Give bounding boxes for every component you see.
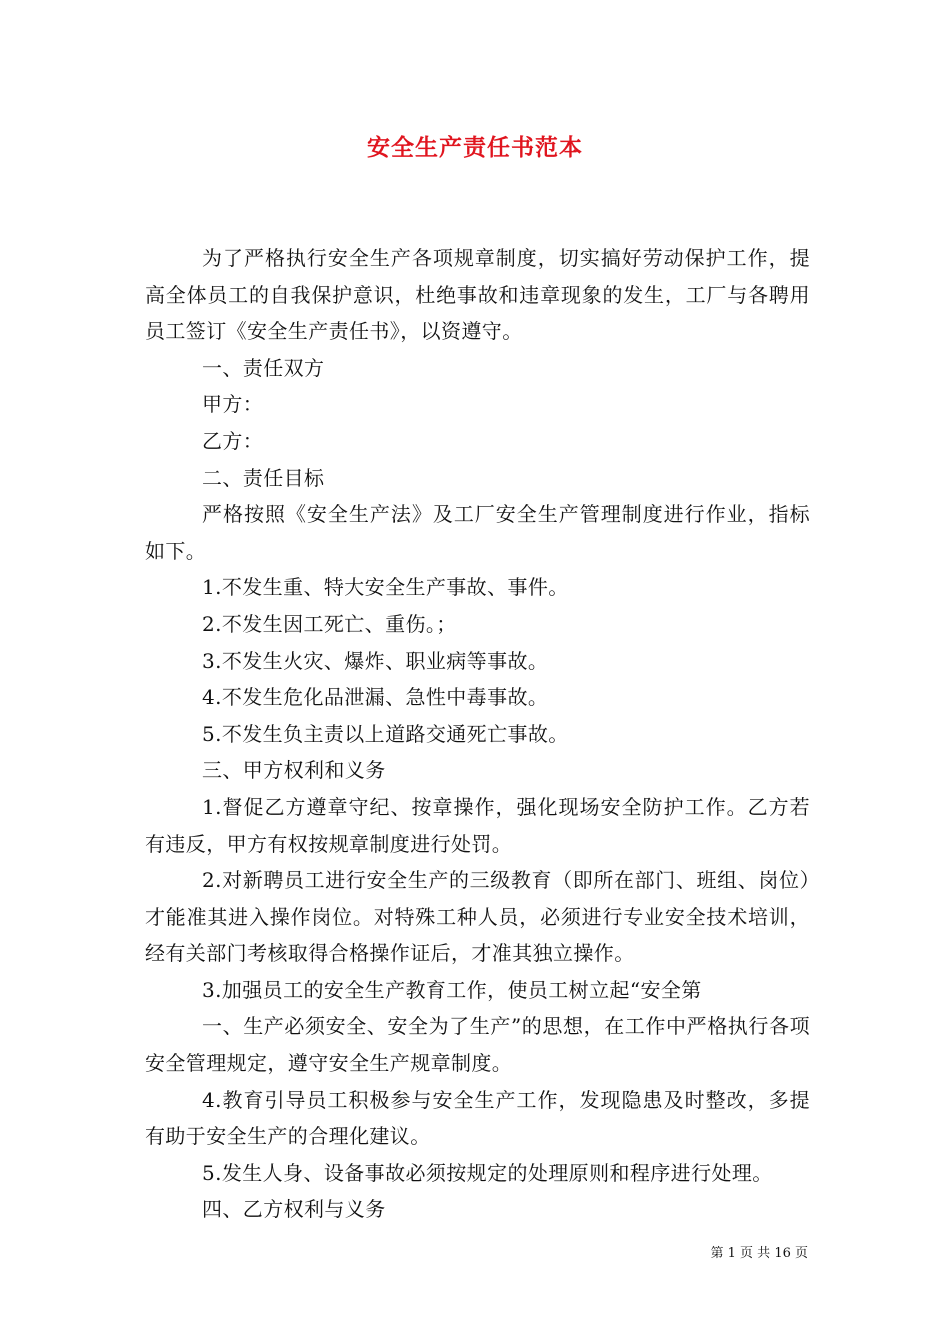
document-title: 安全生产责任书范本 [367,134,583,161]
list-item: 3.加强员工的安全生产教育工作，使员工树立起“安全第 [202,977,702,1002]
section-heading-1: 一、责任双方 [202,355,325,380]
document-body [145,240,810,1228]
list-item: 4.教育引导员工积极参与安全生产工作，发现隐患及时整改，多提有助于安全生产的合理化建议。 [145,1087,810,1149]
paragraph-goal: 严格按照《安全生产法》及工厂安全生产管理制度进行作业，指标如下。 [145,502,810,563]
list-item: 5.不发生负主责以上道路交通死亡事故。 [202,721,569,746]
section-heading-4: 四、乙方权利与义务 [202,1197,386,1222]
party-b-line: 乙方： [202,428,264,453]
paragraph-intro: 为了严格执行安全生产各项规章制度，切实搞好劳动保护工作，提高全体员工的自我保护意识，杜绝事故和违章现象的发生，工厂与各聘用员工签订《安全生产责任书》，以资遵守。 [145,246,810,344]
list-item: 2.对新聘员工进行安全生产的三级教育（即所在部门、班组、岗位）才能准其进入操作岗位。对特殊工种人员，必须进行专业安全技术培训，经有关部门考核取得合格操作证后，才准其独立操作。 [145,868,810,966]
list-item: 4.不发生危化品泄漏、急性中毒事故。 [202,685,549,710]
section-heading-3: 三、甲方权利和义务 [202,758,386,783]
party-a-line: 甲方： [202,392,264,417]
list-item: 1.督促乙方遵章守纪、按章操作，强化现场安全防护工作。乙方若有违反，甲方有权按规章制度进行处罚。 [145,794,810,856]
page-footer [0,1245,950,1265]
list-item: 1.不发生重、特大安全生产事故、事件。 [202,575,569,600]
list-item-continuation: 一、生产必须安全、安全为了生产”的思想，在工作中严格执行各项安全管理规定，遵守安全生产规章制度。 [145,1014,810,1076]
page-number: 第 1 页 共 16 页 [710,1246,808,1261]
section-heading-2: 二、责任目标 [202,465,325,490]
list-item: 3.不发生火灾、爆炸、职业病等事故。 [202,648,549,673]
list-item: 5.发生人身、设备事故必须按规定的处理原则和程序进行处理。 [202,1160,773,1185]
list-item: 2.不发生因工死亡、重伤。； [202,611,457,636]
